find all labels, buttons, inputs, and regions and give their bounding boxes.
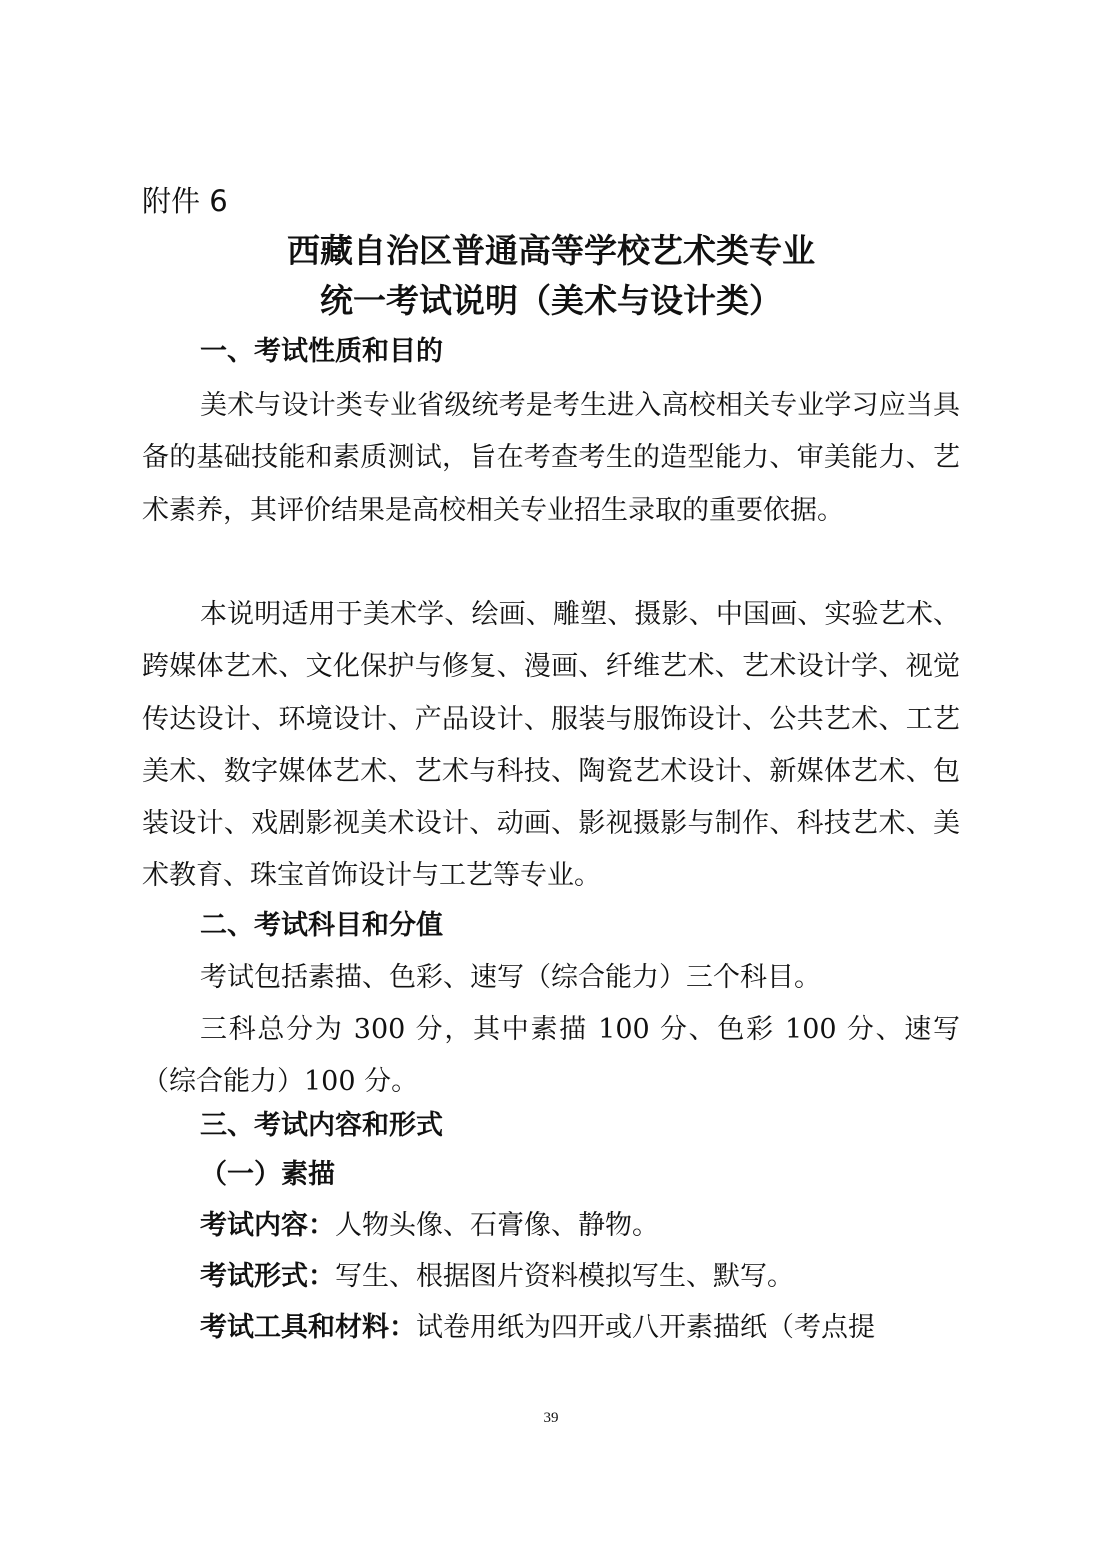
page-number: 39 xyxy=(543,1410,559,1426)
exam-form-label: 考试形式： xyxy=(200,1261,335,1292)
document-title-line2: 统一考试说明（美术与设计类） xyxy=(320,281,782,320)
exam-content-value: 人物头像、石膏像、静物。 xyxy=(335,1210,659,1241)
section2-paragraph1: 考试包括素描、色彩、速写（综合能力）三个科目。 xyxy=(200,962,821,993)
section1-heading: 一、考试性质和目的 xyxy=(200,336,443,367)
subsection-sketch-heading: （一）素描 xyxy=(200,1159,335,1190)
exam-tools-value: 试卷用纸为四开或八开素描纸（考点提 xyxy=(416,1312,875,1343)
section3-heading: 三、考试内容和形式 xyxy=(200,1110,443,1141)
section2-heading: 二、考试科目和分值 xyxy=(200,910,443,941)
document-title-line1: 西藏自治区普通高等学校艺术类专业 xyxy=(287,231,815,270)
section2-paragraph2: 三科总分为 300 分，其中素描 100 分、色彩 100 分、速写（综合能力）100 分。 xyxy=(142,1014,960,1098)
exam-content-label: 考试内容： xyxy=(200,1210,335,1241)
exam-form-value: 写生、根据图片资料模拟写生、默写。 xyxy=(335,1261,794,1292)
exam-form-line xyxy=(200,1257,960,1297)
exam-tools-line xyxy=(200,1308,960,1348)
attachment-label: 附件 6 xyxy=(142,184,228,218)
exam-content-line xyxy=(200,1206,960,1246)
section1-paragraph2: 本说明适用于美术学、绘画、雕塑、摄影、中国画、实验艺术、跨媒体艺术、文化保护与修复、漫画、纤维艺术、艺术设计学、视觉传达设计、环境设计、产品设计、服装与服饰设计、公共艺术、工艺美术、数字媒体艺术、艺术与科技、陶瓷艺术设计、新媒体艺术、包装设计、戏剧影视美术设计、动画、影视摄影与制作、科技艺术、美术教育、珠宝首饰设计与工艺等专业。 xyxy=(142,599,960,892)
section1-paragraph1: 美术与设计类专业省级统考是考生进入高校相关专业学习应当具备的基础技能和素质测试，旨在考查考生的造型能力、审美能力、艺术素养，其评价结果是高校相关专业招生录取的重要依据。 xyxy=(142,390,960,526)
exam-tools-label: 考试工具和材料： xyxy=(200,1312,416,1343)
